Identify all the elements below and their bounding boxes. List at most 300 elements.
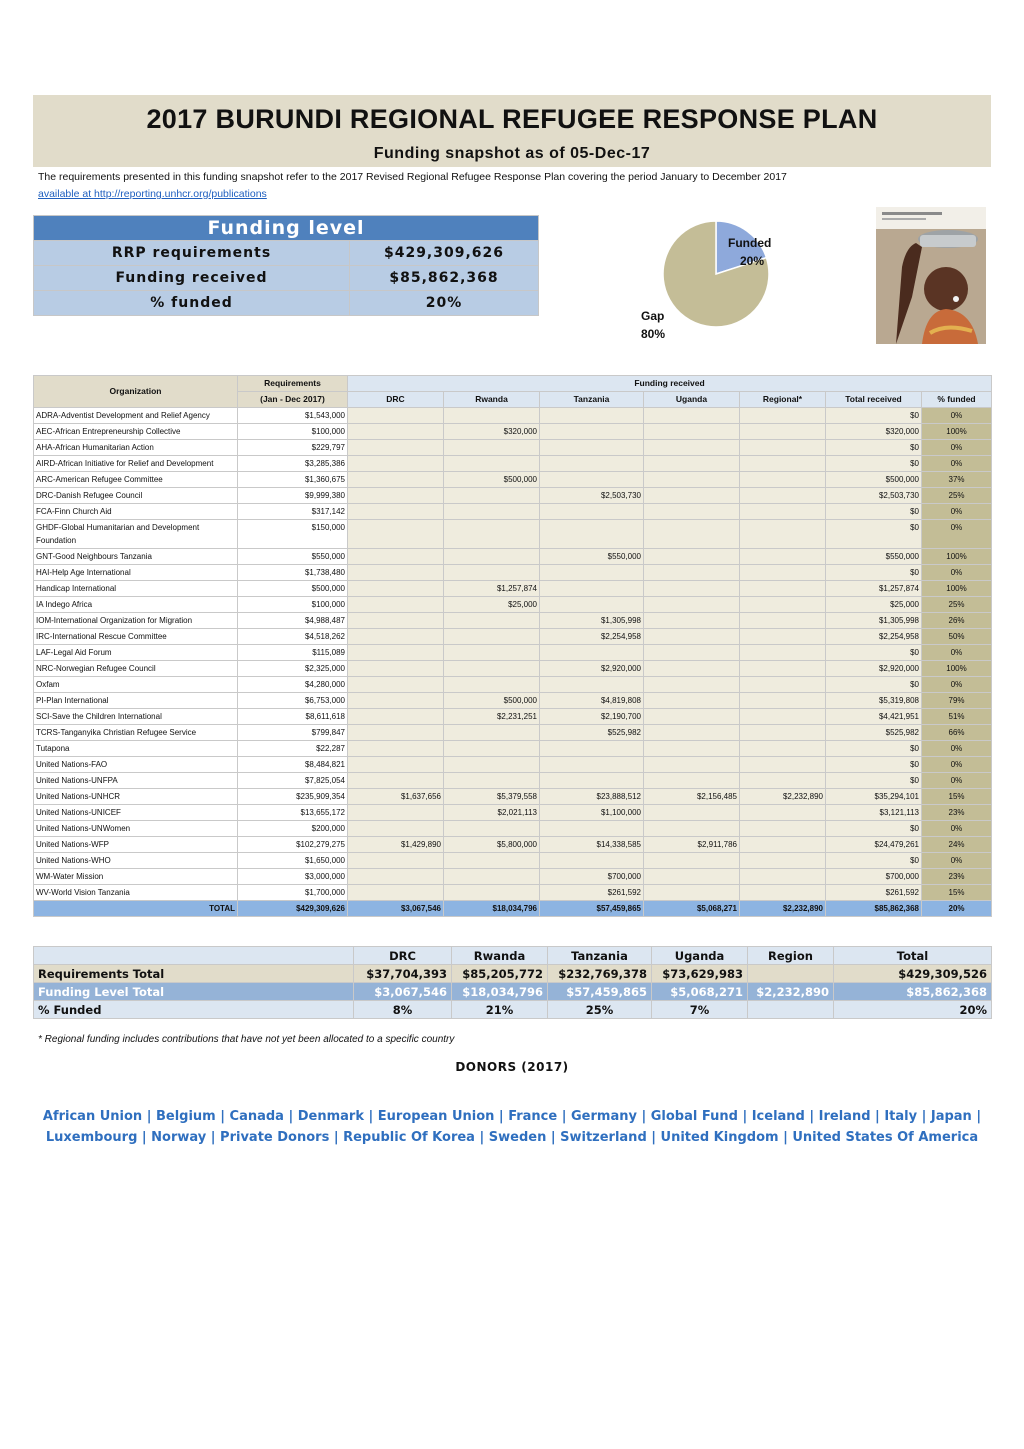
cell-reg xyxy=(740,853,826,869)
cell-rwa xyxy=(444,440,540,456)
cell-req: $429,309,626 xyxy=(238,901,348,917)
cell-reg xyxy=(740,661,826,677)
cell-rwa xyxy=(444,645,540,661)
cell-reg xyxy=(740,440,826,456)
cell-reg xyxy=(740,408,826,424)
cell-req: $1,738,480 xyxy=(238,565,348,581)
cell-req: $6,753,000 xyxy=(238,693,348,709)
cell-tot: $3,121,113 xyxy=(826,805,922,821)
cell-org: United Nations-WFP xyxy=(34,837,238,853)
table-row xyxy=(34,504,992,520)
cell-pct: 0% xyxy=(922,408,992,424)
cell-pct: 100% xyxy=(922,424,992,440)
cell-drc: $1,637,656 xyxy=(348,789,444,805)
cell-tot: $2,254,958 xyxy=(826,629,922,645)
cell-reg xyxy=(740,757,826,773)
cell-reg xyxy=(740,549,826,565)
cell-pct: 0% xyxy=(922,440,992,456)
cell-tza: $4,819,808 xyxy=(540,693,644,709)
funding-level-heading: Funding level xyxy=(34,216,539,241)
column-header: Total received xyxy=(826,392,922,408)
summary-corner xyxy=(34,947,354,965)
cell-rwa xyxy=(444,613,540,629)
cell-reg xyxy=(740,613,826,629)
cell-uga: $5,068,271 xyxy=(644,901,740,917)
table-row xyxy=(34,725,992,741)
cell-rwa xyxy=(444,885,540,901)
cell-drc xyxy=(348,504,444,520)
cell-drc xyxy=(348,869,444,885)
cell-rwa xyxy=(444,869,540,885)
cell-tza xyxy=(540,581,644,597)
cell-rwa xyxy=(444,725,540,741)
cell-tza: $23,888,512 xyxy=(540,789,644,805)
cell-reg xyxy=(740,629,826,645)
cell-tza xyxy=(540,853,644,869)
cell-pct: 50% xyxy=(922,629,992,645)
cell-rwa xyxy=(444,629,540,645)
cell-org: LAF-Legal Aid Forum xyxy=(34,645,238,661)
cell-pct: 0% xyxy=(922,821,992,837)
cell-req: $2,325,000 xyxy=(238,661,348,677)
cell-rwa: $320,000 xyxy=(444,424,540,440)
column-header: Tanzania xyxy=(540,392,644,408)
cell-req: $200,000 xyxy=(238,821,348,837)
cell-tza: $2,503,730 xyxy=(540,488,644,504)
cell-pct: 0% xyxy=(922,853,992,869)
cell-rwa xyxy=(444,504,540,520)
cell-rwa: $5,800,000 xyxy=(444,837,540,853)
cell-tot: $1,257,874 xyxy=(826,581,922,597)
cell-rwa xyxy=(444,757,540,773)
cell-reg xyxy=(740,581,826,597)
table-row xyxy=(34,520,992,549)
cell-drc xyxy=(348,741,444,757)
cell-rwa: $25,000 xyxy=(444,597,540,613)
cell-org: United Nations-FAO xyxy=(34,757,238,773)
cell-drc xyxy=(348,581,444,597)
cell-drc: $1,429,890 xyxy=(348,837,444,853)
cell-reg xyxy=(740,741,826,757)
cell-tza xyxy=(540,456,644,472)
cell-rwa xyxy=(444,488,540,504)
cell-tza xyxy=(540,645,644,661)
funded-slice-label: Funded 20% xyxy=(728,236,772,268)
table-row xyxy=(34,757,992,773)
cell-uga xyxy=(644,805,740,821)
cell-tza xyxy=(540,440,644,456)
cell-org: Oxfam xyxy=(34,677,238,693)
funding-level-label: % funded xyxy=(34,291,350,316)
regional-footnote: * Regional funding includes contributions that have not yet been allocated to a specific country xyxy=(38,1034,455,1045)
cell-reg xyxy=(740,520,826,549)
cell-rwa xyxy=(444,408,540,424)
cell-drc xyxy=(348,520,444,549)
cell-rwa: $500,000 xyxy=(444,472,540,488)
cell-tot: $1,305,998 xyxy=(826,613,922,629)
cell-tza xyxy=(540,472,644,488)
cell-tza: $57,459,865 xyxy=(540,901,644,917)
cell-uga xyxy=(644,613,740,629)
funding-level-table xyxy=(33,215,539,316)
cell-tot: $0 xyxy=(826,440,922,456)
cell-drc xyxy=(348,677,444,693)
cell-tot: $5,319,808 xyxy=(826,693,922,709)
cell-org: AIRD-African Initiative for Relief and Development xyxy=(34,456,238,472)
cell-org: TCRS-Tanganyika Christian Refugee Service xyxy=(34,725,238,741)
cell-reg xyxy=(740,472,826,488)
cell-tza: $525,982 xyxy=(540,725,644,741)
table-row xyxy=(34,597,992,613)
cell-tza xyxy=(540,821,644,837)
publications-link[interactable]: available at http://reporting.unhcr.org/publications xyxy=(38,188,267,200)
cell-req: $1,700,000 xyxy=(238,885,348,901)
table-row xyxy=(34,549,992,565)
cell-req: $4,988,487 xyxy=(238,613,348,629)
cell-org: GHDF-Global Humanitarian and Development Foundation xyxy=(34,520,238,549)
table-row xyxy=(34,709,992,725)
summary-col-header: Total xyxy=(834,947,992,965)
cell-req: $7,825,054 xyxy=(238,773,348,789)
cell-drc xyxy=(348,645,444,661)
cell-req: $235,909,354 xyxy=(238,789,348,805)
cell-req: $8,484,821 xyxy=(238,757,348,773)
cell-tza xyxy=(540,424,644,440)
cell-drc xyxy=(348,408,444,424)
cell-rwa xyxy=(444,677,540,693)
cell-tot: $0 xyxy=(826,520,922,549)
cell-rwa: $2,021,113 xyxy=(444,805,540,821)
funding-level-label: Funding received xyxy=(34,266,350,291)
table-row xyxy=(34,424,992,440)
cell-pct: 24% xyxy=(922,837,992,853)
cell-drc xyxy=(348,597,444,613)
intro-text: The requirements presented in this funding snapshot refer to the 2017 Revised Regional Refugee Response Plan covering the period January to December 2017 xyxy=(38,171,787,183)
cell-req: $3,285,386 xyxy=(238,456,348,472)
cell-uga xyxy=(644,581,740,597)
cell-org: United Nations-UNFPA xyxy=(34,773,238,789)
cell-tza xyxy=(540,677,644,693)
cell-req: $4,518,262 xyxy=(238,629,348,645)
cell-org: GNT-Good Neighbours Tanzania xyxy=(34,549,238,565)
cell-uga xyxy=(644,472,740,488)
table-row xyxy=(34,837,992,853)
cell-org: United Nations-WHO xyxy=(34,853,238,869)
cell-drc xyxy=(348,488,444,504)
table-row xyxy=(34,629,992,645)
cell-tza: $1,305,998 xyxy=(540,613,644,629)
cell-req: $22,287 xyxy=(238,741,348,757)
cell-rwa xyxy=(444,565,540,581)
cell-reg xyxy=(740,709,826,725)
cell-pct: 66% xyxy=(922,725,992,741)
cell-rwa xyxy=(444,549,540,565)
funding-level-value: 20% xyxy=(350,291,539,316)
cell-rwa xyxy=(444,821,540,837)
cell-req: $1,360,675 xyxy=(238,472,348,488)
cell-reg xyxy=(740,773,826,789)
donors-list: African Union | Belgium | Canada | Denmark | European Union | France | Germany | Global Fund | Iceland | Ireland | Italy | Japan | Luxembourg | Norway | Private Donors | Republic Of Korea | Sweden | Switzerland | United Kingdom | United States Of America xyxy=(42,1109,982,1145)
cell-org: FCA-Finn Church Aid xyxy=(34,504,238,520)
cell-tza: $261,592 xyxy=(540,885,644,901)
report-cover-image xyxy=(876,207,986,344)
cell-pct: 0% xyxy=(922,757,992,773)
cell-reg xyxy=(740,645,826,661)
cell-pct: 15% xyxy=(922,789,992,805)
cell-drc: $3,067,546 xyxy=(348,901,444,917)
cell-org: AEC-African Entrepreneurship Collective xyxy=(34,424,238,440)
cell-uga xyxy=(644,629,740,645)
cell-reg xyxy=(740,424,826,440)
cell-rwa xyxy=(444,853,540,869)
cell-tot: $550,000 xyxy=(826,549,922,565)
cell-uga xyxy=(644,677,740,693)
cell-reg xyxy=(740,837,826,853)
cell-tza xyxy=(540,504,644,520)
cell-pct: 15% xyxy=(922,885,992,901)
cell-req: $317,142 xyxy=(238,504,348,520)
cell-tot: $0 xyxy=(826,565,922,581)
cell-rwa: $18,034,796 xyxy=(444,901,540,917)
cell-org: DRC-Danish Refugee Council xyxy=(34,488,238,504)
cell-rwa: $1,257,874 xyxy=(444,581,540,597)
cell-tza: $2,920,000 xyxy=(540,661,644,677)
cell-uga xyxy=(644,661,740,677)
cell-reg: $2,232,890 xyxy=(740,789,826,805)
cell-org: SCI-Save the Children International xyxy=(34,709,238,725)
cell-drc xyxy=(348,709,444,725)
cell-rwa xyxy=(444,773,540,789)
cell-tot: $0 xyxy=(826,677,922,693)
table-row xyxy=(34,581,992,597)
cell-drc xyxy=(348,661,444,677)
cell-reg xyxy=(740,488,826,504)
cell-pct: 26% xyxy=(922,613,992,629)
cell-tza: $14,338,585 xyxy=(540,837,644,853)
cell-org: PI-Plan International xyxy=(34,693,238,709)
cell-tot: $0 xyxy=(826,773,922,789)
table-row xyxy=(34,661,992,677)
cell-tot: $24,479,261 xyxy=(826,837,922,853)
cell-uga: $2,156,485 xyxy=(644,789,740,805)
organization-funding-table xyxy=(33,375,992,917)
table-row xyxy=(34,789,992,805)
cell-pct: 79% xyxy=(922,693,992,709)
table-row xyxy=(34,408,992,424)
cell-org: ARC-American Refugee Committee xyxy=(34,472,238,488)
cell-drc xyxy=(348,424,444,440)
cell-reg xyxy=(740,677,826,693)
column-header: Uganda xyxy=(644,392,740,408)
column-header: DRC xyxy=(348,392,444,408)
cell-org: IA Indego Africa xyxy=(34,597,238,613)
table-row xyxy=(34,741,992,757)
requirements-header: Requirements xyxy=(238,376,348,392)
cell-tot: $4,421,951 xyxy=(826,709,922,725)
table-row xyxy=(34,773,992,789)
cell-org: WV-World Vision Tanzania xyxy=(34,885,238,901)
cell-drc xyxy=(348,440,444,456)
cell-tot: $0 xyxy=(826,757,922,773)
cell-reg xyxy=(740,869,826,885)
cell-uga xyxy=(644,488,740,504)
summary-row-requirements: Requirements Total $37,704,393 $85,205,772 $232,769,378 $73,629,983 $429,309,526 xyxy=(34,965,992,983)
cell-rwa: $500,000 xyxy=(444,693,540,709)
cell-rwa xyxy=(444,520,540,549)
cell-tot: $320,000 xyxy=(826,424,922,440)
cell-tza: $1,100,000 xyxy=(540,805,644,821)
cell-tot: $0 xyxy=(826,456,922,472)
summary-table xyxy=(33,946,992,1019)
cell-org: United Nations-UNWomen xyxy=(34,821,238,837)
cell-tot: $25,000 xyxy=(826,597,922,613)
summary-col-header: Rwanda xyxy=(452,947,548,965)
cell-drc xyxy=(348,693,444,709)
cell-tza: $700,000 xyxy=(540,869,644,885)
cell-tot: $85,862,368 xyxy=(826,901,922,917)
cell-drc xyxy=(348,805,444,821)
table-row xyxy=(34,869,992,885)
summary-col-header: Region xyxy=(748,947,834,965)
cell-uga xyxy=(644,424,740,440)
cell-drc xyxy=(348,472,444,488)
cell-org: IRC-International Rescue Committee xyxy=(34,629,238,645)
cell-pct: 0% xyxy=(922,741,992,757)
summary-col-header: Uganda xyxy=(652,947,748,965)
cell-tot: $0 xyxy=(826,645,922,661)
cell-pct: 51% xyxy=(922,709,992,725)
org-header: Organization xyxy=(34,376,238,408)
cell-uga xyxy=(644,645,740,661)
summary-row-percent: % Funded 8% 21% 25% 7% 20% xyxy=(34,1001,992,1019)
summary-row-funding: Funding Level Total $3,067,546 $18,034,796 $57,459,865 $5,068,271 $2,232,890 $85,862,368 xyxy=(34,983,992,1001)
cell-uga: $2,911,786 xyxy=(644,837,740,853)
cell-uga xyxy=(644,597,740,613)
funding-level-value: $85,862,368 xyxy=(350,266,539,291)
column-header: Regional* xyxy=(740,392,826,408)
cell-uga xyxy=(644,504,740,520)
cell-org: United Nations-UNICEF xyxy=(34,805,238,821)
cell-org: WM-Water Mission xyxy=(34,869,238,885)
cell-uga xyxy=(644,549,740,565)
cell-reg xyxy=(740,504,826,520)
table-row xyxy=(34,645,992,661)
cell-tza: $550,000 xyxy=(540,549,644,565)
cell-drc xyxy=(348,549,444,565)
funding-level-label: RRP requirements xyxy=(34,241,350,266)
cell-reg xyxy=(740,805,826,821)
table-row xyxy=(34,853,992,869)
summary-col-header: DRC xyxy=(354,947,452,965)
cell-req: $229,797 xyxy=(238,440,348,456)
cell-tza xyxy=(540,597,644,613)
table-total-row xyxy=(34,901,992,917)
table-row xyxy=(34,613,992,629)
cell-org: TOTAL xyxy=(34,901,238,917)
cell-drc xyxy=(348,773,444,789)
cell-pct: 25% xyxy=(922,597,992,613)
table-row xyxy=(34,885,992,901)
cell-pct: 100% xyxy=(922,549,992,565)
cell-req: $550,000 xyxy=(238,549,348,565)
cell-rwa xyxy=(444,661,540,677)
cell-req: $100,000 xyxy=(238,424,348,440)
table-row xyxy=(34,456,992,472)
funding-level-value: $429,309,626 xyxy=(350,241,539,266)
cell-drc xyxy=(348,853,444,869)
cell-drc xyxy=(348,757,444,773)
cell-req: $1,650,000 xyxy=(238,853,348,869)
table-row xyxy=(34,821,992,837)
cell-tot: $525,982 xyxy=(826,725,922,741)
table-row xyxy=(34,440,992,456)
cell-pct: 23% xyxy=(922,805,992,821)
column-header: Rwanda xyxy=(444,392,540,408)
cell-req: $115,089 xyxy=(238,645,348,661)
cell-org: Tutapona xyxy=(34,741,238,757)
requirements-period-header: (Jan - Dec 2017) xyxy=(238,392,348,408)
cell-tot: $0 xyxy=(826,408,922,424)
cell-pct: 100% xyxy=(922,581,992,597)
page-subtitle: Funding snapshot as of 05-Dec-17 xyxy=(373,145,651,162)
cell-drc xyxy=(348,725,444,741)
cell-pct: 25% xyxy=(922,488,992,504)
gap-slice-label: Gap 80% xyxy=(641,309,666,341)
cell-req: $150,000 xyxy=(238,520,348,549)
cell-tot: $0 xyxy=(826,853,922,869)
table-row xyxy=(34,565,992,581)
cell-uga xyxy=(644,725,740,741)
cell-uga xyxy=(644,757,740,773)
cell-tza xyxy=(540,408,644,424)
table-row xyxy=(34,677,992,693)
cell-reg: $2,232,890 xyxy=(740,901,826,917)
cell-req: $500,000 xyxy=(238,581,348,597)
cell-tot: $0 xyxy=(826,821,922,837)
cell-drc xyxy=(348,565,444,581)
cell-uga xyxy=(644,408,740,424)
cell-tza: $2,190,700 xyxy=(540,709,644,725)
cell-uga xyxy=(644,885,740,901)
cell-req: $799,847 xyxy=(238,725,348,741)
cell-tot: $0 xyxy=(826,504,922,520)
cell-reg xyxy=(740,693,826,709)
cell-pct: 0% xyxy=(922,504,992,520)
cell-req: $13,655,172 xyxy=(238,805,348,821)
funding-received-header: Funding received xyxy=(348,376,992,392)
cell-uga xyxy=(644,853,740,869)
cell-req: $8,611,618 xyxy=(238,709,348,725)
cell-pct: 0% xyxy=(922,677,992,693)
cell-drc xyxy=(348,629,444,645)
column-header: % funded xyxy=(922,392,992,408)
cell-rwa: $5,379,558 xyxy=(444,789,540,805)
cell-reg xyxy=(740,885,826,901)
cell-req: $102,279,275 xyxy=(238,837,348,853)
cell-req: $1,543,000 xyxy=(238,408,348,424)
cell-uga xyxy=(644,440,740,456)
cell-pct: 37% xyxy=(922,472,992,488)
cell-reg xyxy=(740,597,826,613)
cell-org: IOM-International Organization for Migration xyxy=(34,613,238,629)
table-row xyxy=(34,805,992,821)
cell-drc xyxy=(348,613,444,629)
cell-rwa: $2,231,251 xyxy=(444,709,540,725)
cell-reg xyxy=(740,565,826,581)
table-row xyxy=(34,693,992,709)
cell-pct: 0% xyxy=(922,520,992,549)
cell-tot: $0 xyxy=(826,741,922,757)
